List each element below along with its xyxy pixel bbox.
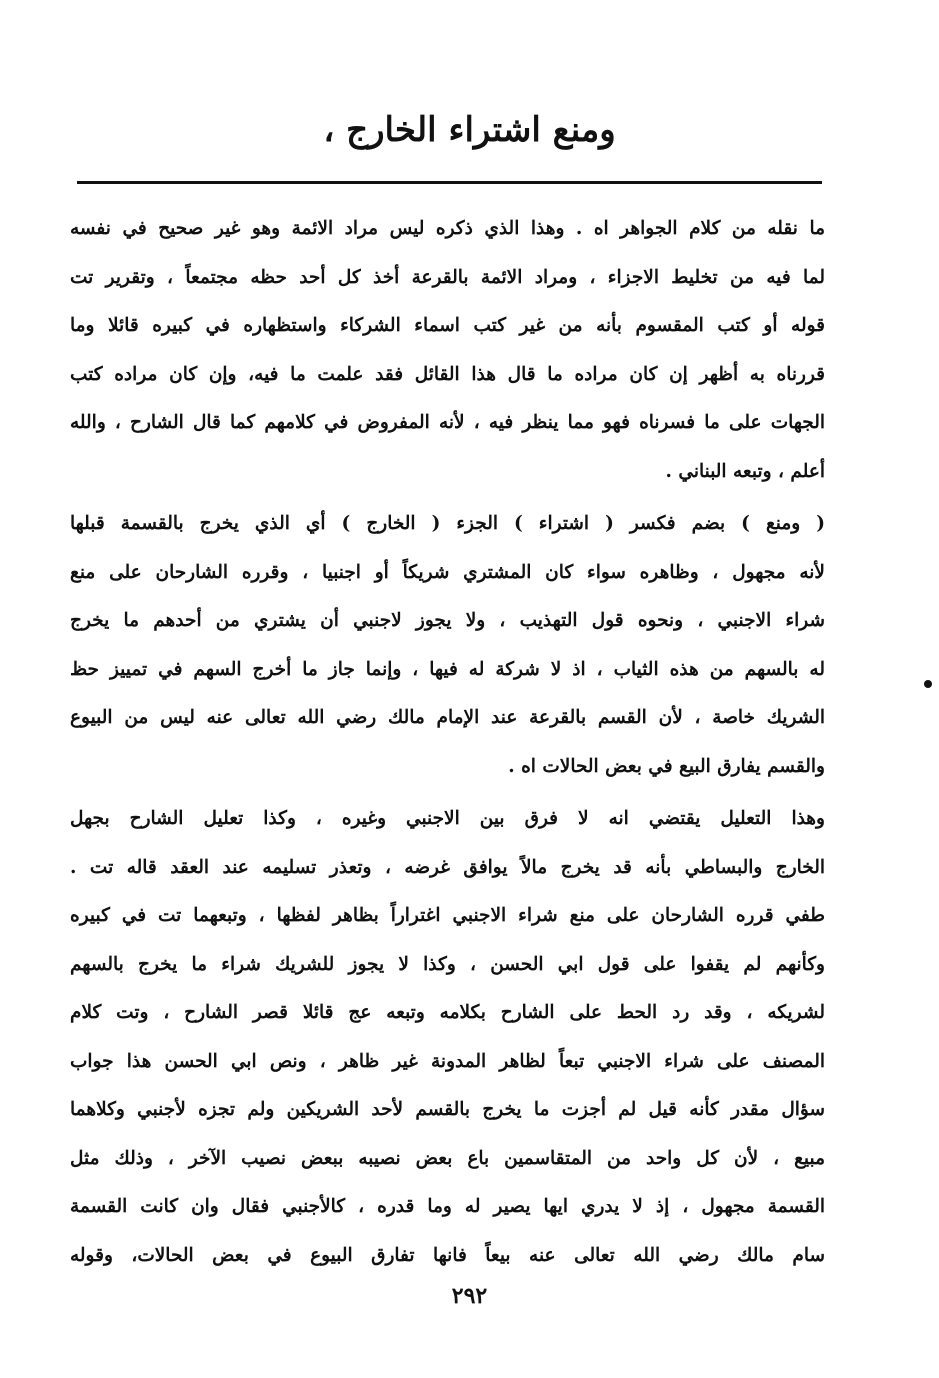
text-line: ( ومنع ) بضم فكسر ( اشتراء ) الجزء ( الخارج ) أي الذي يخرج بالقسمة قبلها (70, 513, 825, 534)
text-line: سؤال مقدر كأنه قيل لم أجزت ما يخرج بالقسم لأحد الشريكين ولم تجزه لأجنبي وكلاهما (70, 1099, 825, 1120)
text-line: لما فيه من تخليط الاجزاء ، ومراد الائمة بالقرعة أخذ كل أحد حظه مجتمعاً ، وتقرير تت (70, 266, 825, 288)
text-line: طفي قرره الشارحان على منع شراء الاجنبي اغتراراً بظاهر لفظها ، وتبعهما تت في كبيره (70, 905, 825, 926)
text-line: الجهات على ما فسرناه فهو مما ينظر فيه ، لأنه المفروض في كلامهم كما قال الشارح ، والله (70, 412, 825, 433)
text-line: مبيع ، لأن كل واحد من المتقاسمين باع بعض نصيبه ببعض نصيب الآخر ، وذلك مثل (70, 1147, 825, 1169)
text-line: المصنف على شراء الاجنبي تبعاً لظاهر المدونة غير ظاهر ، ونص ابي الحسن هذا جواب (70, 1050, 825, 1072)
text-line: الخارج والبساطي بأنه قد يخرج مالاً يوافق غرضه ، وتعذر تسليمه عند العقد قاله تت . (70, 856, 825, 878)
paragraph (70, 205, 825, 496)
page-header: ومنع اشتراء الخارج ، (323, 110, 616, 150)
margin-mark (924, 680, 932, 688)
text-line: شراء الاجنبي ، ونحوه قول التهذيب ، ولا يجوز لاجنبي أن يشتري من أحدهم ما يخرج (70, 610, 825, 631)
text-line: لشريكه ، وقد رد الحط على الشارح بكلامه وتبعه عج قائلا قصر الشارح ، وتت كلام (70, 1002, 825, 1023)
text-line: ما نقله من كلام الجواهر اه . وهذا الذي ذكره ليس مراد الائمة وهو غير صحيح في نفسه (70, 218, 825, 239)
text-line: سام مالك رضي الله تعالى عنه بيعاً فانها تفارق البيوع في بعض الحالات، وقوله (70, 1244, 825, 1266)
page-number: ٢٩٢ (451, 1283, 488, 1309)
text-line: له بالسهم من هذه الثياب ، اذ لا شركة له فيها ، وإنما جاز ما أخرج السهم في تمييز حظ (70, 658, 825, 680)
body-text (70, 205, 825, 1280)
text-line: قررناه به أظهر إن كان مراده ما قال هذا القائل فقد علمت ما فيه، وإن كان مراده كتب (70, 363, 825, 385)
text-line: لأنه مجهول ، وظاهره سواء كان المشتري شريكاً أو اجنبيا ، وقرره الشارحان على منع (70, 561, 825, 583)
text-line: قوله أو كتب المقسوم بأنه من غير كتب اسماء الشركاء واستظهاره في كبيره قائلا وما (70, 315, 825, 336)
header-rule (77, 181, 822, 184)
text-line: القسمة مجهول ، إذ لا يدري ايها يصير له وما قدره ، كالأجنبي فقال وان كانت القسمة (70, 1196, 825, 1217)
text-line: الشريك خاصة ، لأن القسم بالقرعة عند الإمام مالك رضي الله تعالى عنه ليس من البيوع (70, 707, 825, 728)
paragraph (70, 795, 825, 1280)
text-line: والقسم يفارق البيع في بعض الحالات اه . (508, 755, 825, 777)
text-line: وكأنهم لم يقفوا على قول ابي الحسن ، وكذا لا يجوز للشريك شراء ما يخرج بالسهم (70, 953, 825, 975)
text-line: أعلم ، وتبعه البناني . (665, 460, 825, 482)
paragraph (70, 500, 825, 791)
text-line: وهذا التعليل يقتضي انه لا فرق بين الاجنبي وغيره ، وكذا تعليل الشارح بجهل (70, 808, 825, 829)
